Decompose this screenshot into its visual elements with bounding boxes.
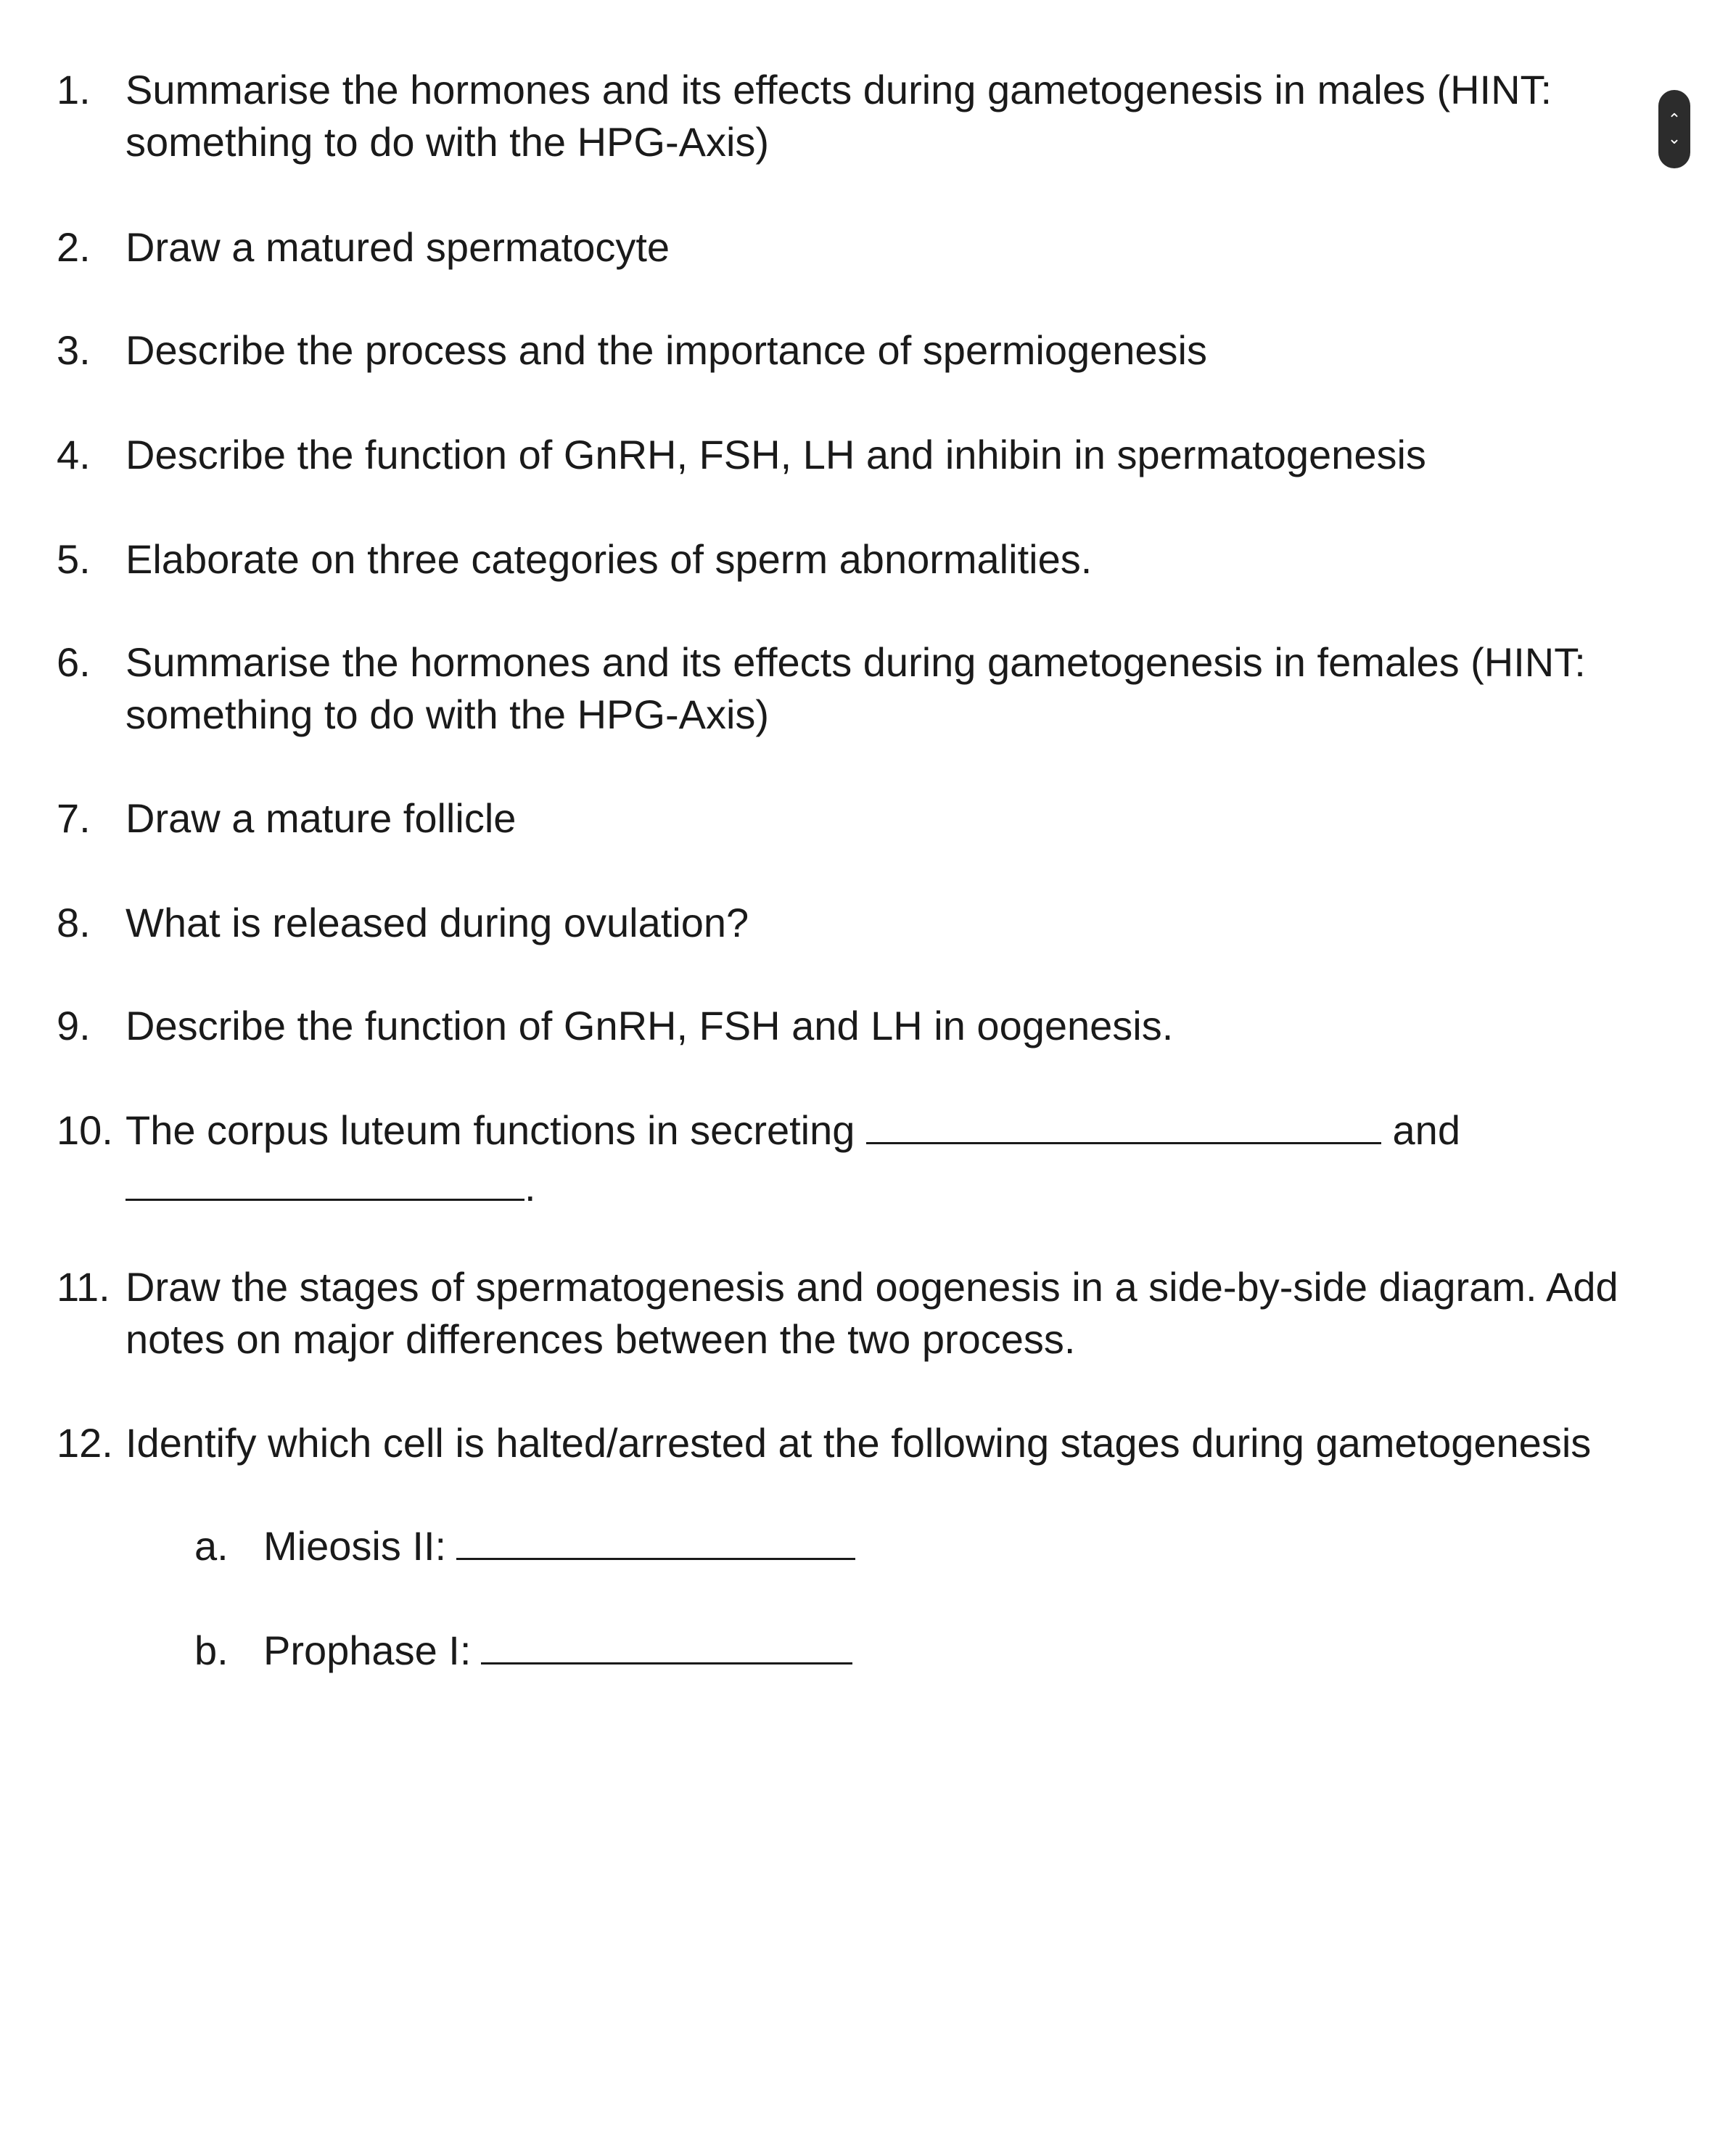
question-number: 9. [57, 1003, 91, 1048]
question-text: Draw the stages of spermatogenesis and oogenesis in a side-by-side diagram. Add notes on major differences between the two process. [126, 1264, 1618, 1362]
question-1 [57, 64, 1674, 168]
scroll-updown-icon[interactable] [1658, 90, 1690, 168]
question-4 [57, 429, 1674, 481]
answer-blank-prophase-i[interactable] [481, 1626, 852, 1665]
question-number: 3. [57, 327, 91, 373]
question-3 [57, 324, 1674, 377]
subitem-label: Prophase I: [263, 1627, 472, 1673]
question-number: 10. [57, 1107, 113, 1153]
question-text: Describe the function of GnRH, FSH and LH in oogenesis. [126, 1003, 1174, 1048]
question-number: 5. [57, 536, 91, 582]
question-number: 12. [57, 1420, 113, 1466]
question-text: Describe the function of GnRH, FSH, LH and inhibin in spermatogenesis [126, 432, 1426, 477]
question-number: 7. [57, 795, 91, 841]
subitem-letter: b. [194, 1627, 229, 1673]
subitem-label: Mieosis II: [263, 1523, 447, 1569]
question-text: Draw a matured spermatocyte [126, 224, 670, 270]
question-text: Identify which cell is halted/arrested at the following stages during gametogenesis [126, 1420, 1592, 1466]
question-11 [57, 1261, 1674, 1366]
question-6 [57, 636, 1674, 741]
question-2 [57, 221, 1674, 274]
question-number: 4. [57, 432, 91, 477]
question-text: Draw a mature follicle [126, 795, 517, 841]
question-12 [57, 1417, 1674, 1469]
subitem-letter: a. [194, 1523, 229, 1569]
answer-blank-2[interactable] [126, 1162, 524, 1201]
question-text: Summarise the hormones and its effects during gametogenesis in males (HINT: something to do with the HPG-Axis) [126, 67, 1552, 165]
question-number: 11. [57, 1264, 110, 1310]
chevron-up-icon[interactable]: ⌃ [1667, 110, 1682, 128]
question-number: 6. [57, 639, 91, 685]
chevron-down-icon[interactable]: ⌄ [1667, 129, 1682, 147]
question-text: Describe the process and the importance of spermiogenesis [126, 327, 1207, 373]
answer-blank-meiosis-ii[interactable] [456, 1522, 855, 1560]
subitem-b [194, 1625, 852, 1677]
question-number: 2. [57, 224, 91, 270]
answer-blank-1[interactable] [866, 1106, 1381, 1144]
question-text: Summarise the hormones and its effects during gametogenesis in females (HINT: something to do with the HPG-Axis) [126, 639, 1586, 737]
question-10 [57, 1104, 1674, 1213]
question-5 [57, 533, 1674, 586]
question-7 [57, 792, 1674, 845]
question-text: What is released during ovulation? [126, 900, 749, 945]
question-text: Elaborate on three categories of sperm abnormalities. [126, 536, 1093, 582]
question-text: The corpus luteum functions in secreting and . [126, 1107, 1460, 1210]
subitem-a [194, 1520, 855, 1572]
question-number: 1. [57, 67, 91, 112]
question-8 [57, 897, 1674, 949]
question-number: 8. [57, 900, 91, 945]
question-9 [57, 1000, 1674, 1052]
